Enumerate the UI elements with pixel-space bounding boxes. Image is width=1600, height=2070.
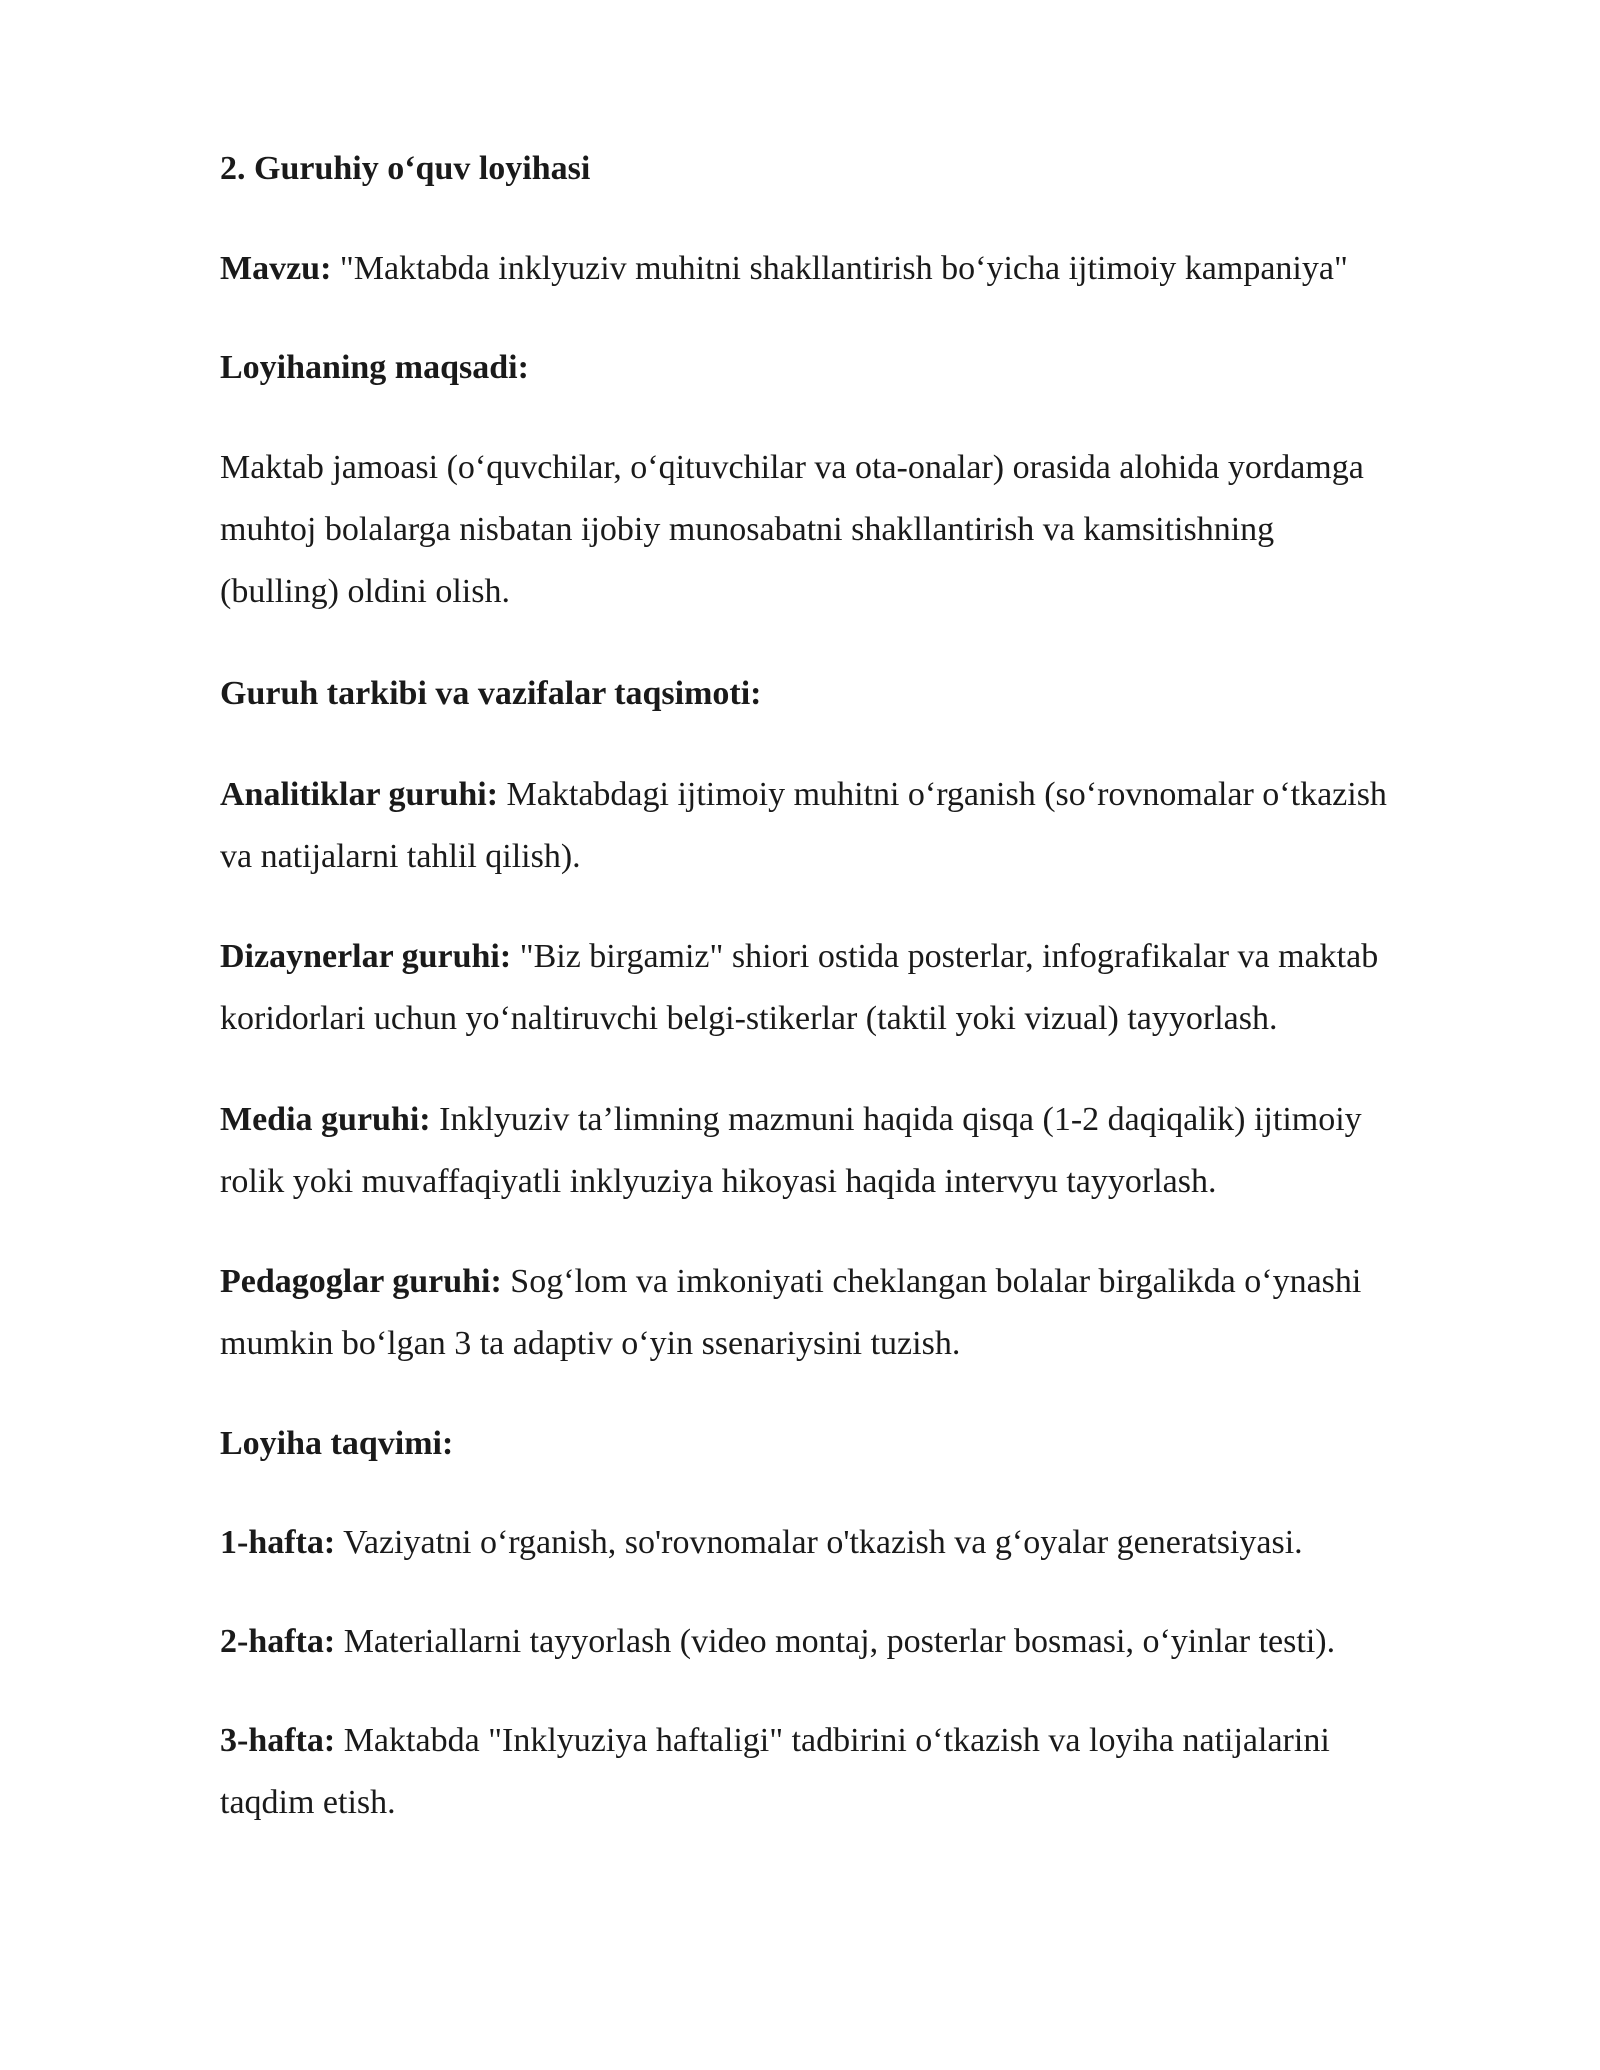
calendar-label: 2-hafta: <box>220 1623 336 1660</box>
calendar-week-1 <box>220 1512 1490 1574</box>
group-line: rolik yoki muvaffaqiyatli inklyuziya hikoyasi haqida intervyu tayyorlash. <box>220 1163 1217 1200</box>
group-text: Maktabdagi ijtimoiy muhitni o‘rganish (so‘rovnomalar o‘tkazish <box>498 776 1387 813</box>
group-line <box>220 764 1490 826</box>
calendar-week-2 <box>220 1611 1490 1673</box>
calendar-label: 1-hafta: <box>220 1524 336 1561</box>
calendar-line <box>220 1611 1490 1673</box>
group-line <box>220 926 1490 988</box>
calendar-heading: Loyiha taqvimi: <box>220 1425 454 1462</box>
topic-text: "Maktabda inklyuziv muhitni shakllantirish bo‘yicha ijtimoiy kampaniya" <box>331 250 1348 287</box>
goal-paragraph <box>220 437 1490 623</box>
group-text: Inklyuziv ta’limning mazmuni haqida qisqa (1-2 daqiqalik) ijtimoiy <box>430 1101 1362 1138</box>
calendar-text: Vaziyatni o‘rganish, so'rovnomalar o'tkazish va g‘oyalar generatsiyasi. <box>335 1524 1303 1561</box>
group-line: mumkin bo‘lgan 3 ta adaptiv o‘yin ssenariysini tuzish. <box>220 1325 961 1362</box>
calendar-line <box>220 1710 1490 1772</box>
group-pedagogues <box>220 1251 1490 1375</box>
group-line <box>220 1251 1490 1313</box>
group-designers <box>220 926 1490 1050</box>
group-text: "Biz birgamiz" shiori ostida posterlar, infografikalar va maktab <box>511 938 1379 975</box>
goal-heading: Loyihaning maqsadi: <box>220 349 529 386</box>
group-label: Dizaynerlar guruhi: <box>220 938 512 975</box>
group-media <box>220 1089 1490 1213</box>
group-text: Sog‘lom va imkoniyati cheklangan bolalar birgalikda o‘ynashi <box>501 1263 1362 1300</box>
group-label: Media guruhi: <box>220 1101 431 1138</box>
topic-paragraph <box>220 238 1490 300</box>
calendar-week-3 <box>220 1710 1490 1834</box>
calendar-label: 3-hafta: <box>220 1722 336 1759</box>
calendar-line: taqdim etish. <box>220 1784 396 1821</box>
group-line <box>220 1089 1490 1151</box>
group-analytics <box>220 764 1490 888</box>
goal-line: (bulling) oldini olish. <box>220 573 510 610</box>
calendar-text: Materiallarni tayyorlash (video montaj, posterlar bosmasi, o‘yinlar testi). <box>335 1623 1336 1660</box>
group-line: va natijalarni tahlil qilish). <box>220 838 581 875</box>
group-line: koridorlari uchun yo‘naltiruvchi belgi-stikerlar (taktil yoki vizual) tayyorlash. <box>220 1000 1278 1037</box>
topic-label: Mavzu: <box>220 250 332 287</box>
section-title: 2. Guruhiy o‘quv loyihasi <box>220 150 591 187</box>
group-label: Analitiklar guruhi: <box>220 776 499 813</box>
groups-heading: Guruh tarkibi va vazifalar taqsimoti: <box>220 675 762 712</box>
goal-line: muhtoj bolalarga nisbatan ijobiy munosabatni shakllantirish va kamsitishning <box>220 511 1275 548</box>
calendar-text: Maktabda "Inklyuziya haftaligi" tadbirini o‘tkazish va loyiha natijalarini <box>335 1722 1330 1759</box>
calendar-line <box>220 1512 1490 1574</box>
goal-line: Maktab jamoasi (o‘quvchilar, o‘qituvchilar va ota-onalar) orasida alohida yordamga <box>220 449 1364 486</box>
group-label: Pedagoglar guruhi: <box>220 1263 502 1300</box>
